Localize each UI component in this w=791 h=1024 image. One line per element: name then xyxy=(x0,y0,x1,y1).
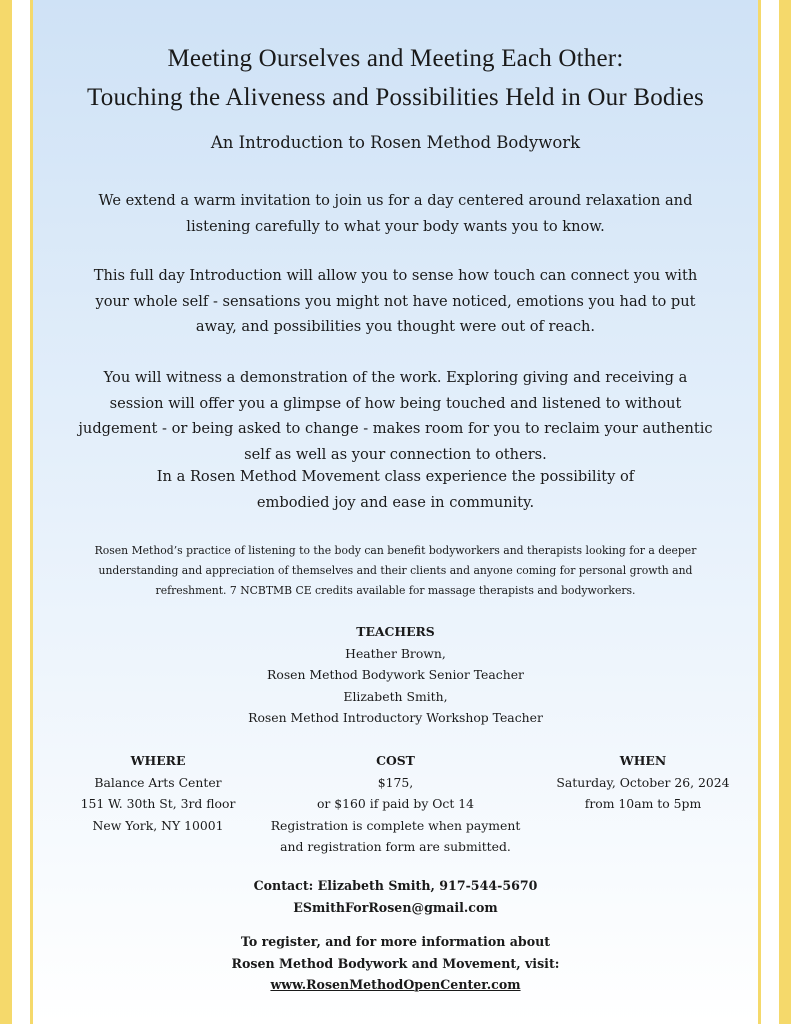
teachers-heading: TEACHERS xyxy=(356,624,435,639)
text-line: We extend a warm invitation to join us for a day centered around relaxation and xyxy=(98,192,693,209)
benefits-paragraph xyxy=(47,541,744,601)
contact-line: Contact: Elizabeth Smith, 917-544-5670 xyxy=(253,878,538,893)
register-section xyxy=(33,931,758,996)
text-line: away, and possibilities you thought were out of reach. xyxy=(195,318,596,335)
cost-section xyxy=(253,750,538,858)
cost-heading: COST xyxy=(376,753,415,768)
when-heading: WHEN xyxy=(619,753,667,768)
text-line: your whole self - sensations you might not have noticed, emotions you had to put xyxy=(95,292,696,310)
text-line: embodied joy and ease in community. xyxy=(256,493,535,511)
register-line: Rosen Method Bodywork and Movement, visit: xyxy=(231,955,560,971)
text-line: In a Rosen Method Movement class experience the possibility of xyxy=(156,468,635,485)
text-line: Rosen Method’s practice of listening to the body can benefit bodyworkers and therapists looking for a deeper xyxy=(94,544,697,557)
intro-paragraph-2 xyxy=(33,263,758,340)
text-line: refreshment. 7 NCBTMB CE credits available for massage therapists and bodyworkers. xyxy=(155,584,636,597)
teacher-line: Rosen Method Introductory Workshop Teacher xyxy=(248,710,543,725)
text-line: You will witness a demonstration of the work. Exploring giving and receiving a xyxy=(103,369,688,386)
flyer-panel xyxy=(33,0,758,1024)
where-section xyxy=(58,750,258,836)
when-section xyxy=(543,750,743,815)
title-line-2: Touching the Aliveness and Possibilities Held in Our Bodies xyxy=(87,84,704,111)
where-line: New York, NY 10001 xyxy=(92,817,224,833)
teacher-line: Heather Brown, xyxy=(345,645,446,661)
left-border xyxy=(0,0,12,1024)
text-line: judgement - or being asked to change - makes room for you to reclaim your authentic xyxy=(78,420,713,437)
title-line-1: Meeting Ourselves and Meeting Each Other: xyxy=(167,45,624,72)
cost-line: $175, xyxy=(377,774,414,790)
website-link[interactable]: www.RosenMethodOpenCenter.com xyxy=(270,977,521,992)
text-line: This full day Introduction will allow you to sense how touch can connect you with xyxy=(93,267,698,284)
text-line: listening carefully to what your body wants you to know. xyxy=(186,217,605,235)
when-line: from 10am to 5pm xyxy=(584,796,702,811)
contact-email: ESmithForRosen@gmail.com xyxy=(293,899,498,915)
text-line: self as well as your connection to others. xyxy=(244,445,547,463)
teachers-section xyxy=(33,621,758,729)
where-heading: WHERE xyxy=(130,753,186,768)
intro-paragraph-4 xyxy=(33,464,758,515)
cost-line: or $160 if paid by Oct 14 xyxy=(316,796,475,811)
when-line: Saturday, October 26, 2024 xyxy=(556,774,730,790)
teacher-line: Rosen Method Bodywork Senior Teacher xyxy=(267,667,524,682)
register-line: To register, and for more information about xyxy=(240,934,551,949)
right-thin-border xyxy=(758,0,761,1024)
text-line: session will offer you a glimpse of how being touched and listened to without xyxy=(109,394,682,412)
contact-section xyxy=(33,875,758,918)
text-line: understanding and appreciation of themselves and their clients and anyone coming for personal growth and xyxy=(98,564,693,577)
where-line: 151 W. 30th St, 3rd floor xyxy=(80,796,236,811)
subtitle: An Introduction to Rosen Method Bodywork xyxy=(210,133,581,152)
intro-paragraph-3 xyxy=(33,365,758,467)
cost-line: Registration is complete when payment xyxy=(270,817,521,833)
teacher-line: Elizabeth Smith, xyxy=(343,688,448,704)
where-line: Balance Arts Center xyxy=(94,774,222,790)
intro-paragraph-1 xyxy=(33,188,758,239)
cost-line: and registration form are submitted. xyxy=(280,839,511,854)
right-border xyxy=(779,0,791,1024)
